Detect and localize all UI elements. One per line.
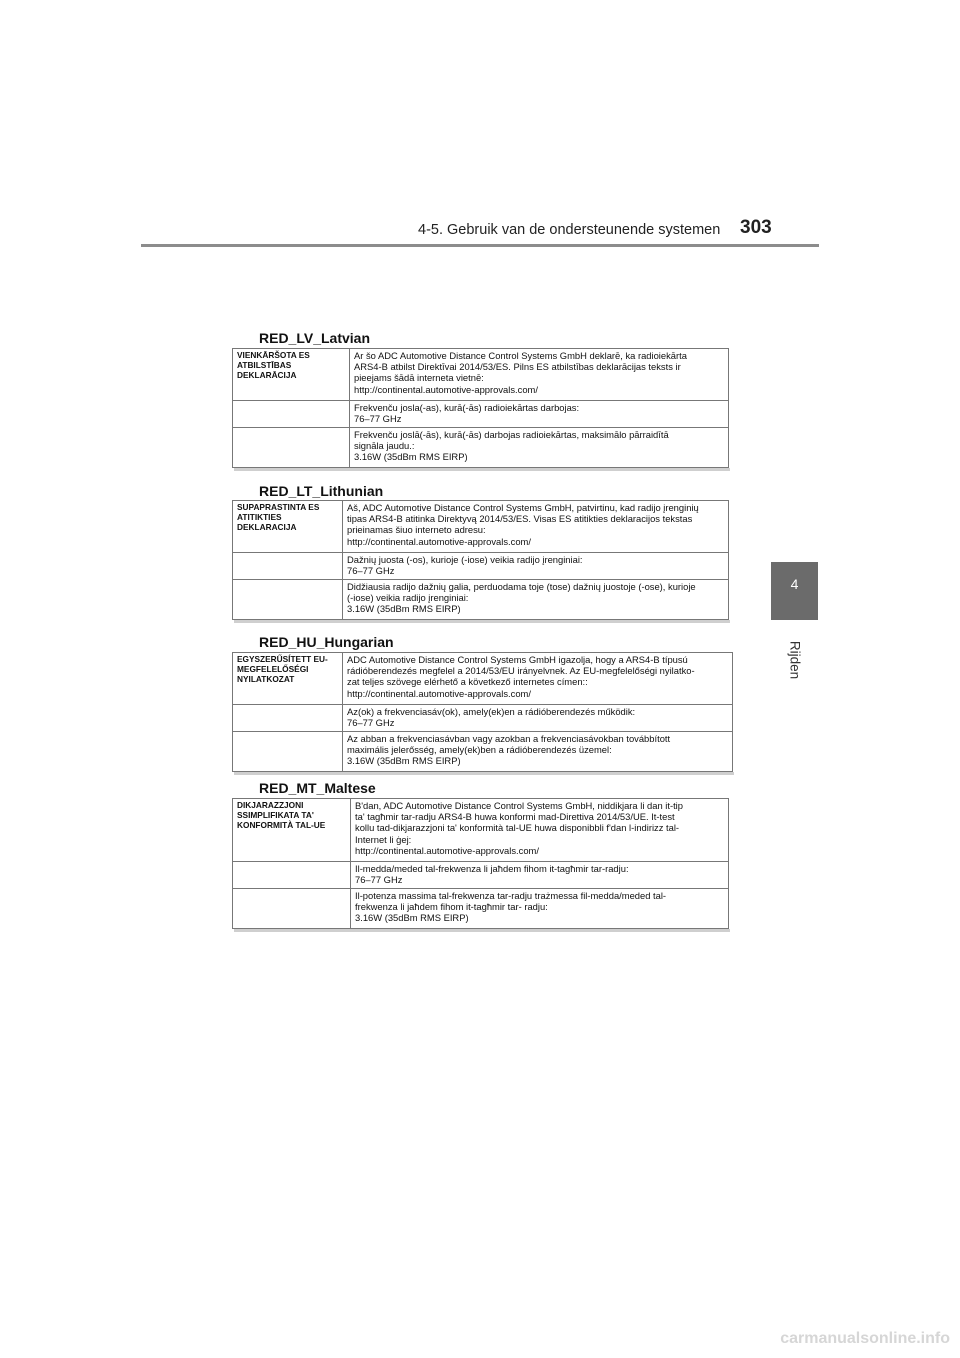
text-line: Aš, ADC Automotive Distance Control Systems GmbH, patvirtinu, kad radijo įrenginių <box>347 502 699 513</box>
text-line: ARS4-B atbilst Direktīvai 2014/53/ES. Pilns ES atbilstības deklarācijas teksts ir <box>354 361 681 373</box>
section-title: RED_LT_Lithunian <box>259 483 384 499</box>
text-line: Az abban a frekvenciasávban vagy azokban a frekvenciasávokban továbbított <box>347 733 671 744</box>
declaration-label-cell <box>233 553 343 580</box>
text-line: 3.16W (35dBm RMS EIRP) <box>347 603 461 615</box>
text-line: rádióberendezés megfelel a 2014/53/EU irányelvnek. Az EU-megfelelőségi nyilatko- <box>347 665 695 677</box>
declaration-label-cell <box>233 349 350 401</box>
label-line: SUPAPRASTINTA ES <box>237 502 320 512</box>
declaration-table <box>232 652 733 772</box>
table-row <box>233 401 729 428</box>
chapter-tab: 4 <box>771 562 818 620</box>
text-line: 3.16W (35dBm RMS EIRP) <box>347 755 461 767</box>
declaration-table <box>232 500 729 620</box>
table-row <box>233 799 729 862</box>
label-line: KONFORMITÀ TAL-UE <box>237 820 326 831</box>
text-line: Il-medda/meded tal-frekwenza li jaħdem fihom it-tagħmir tar-radju: <box>355 863 629 874</box>
chapter-tab-label <box>772 630 818 690</box>
section-title: RED_MT_Maltese <box>259 780 376 796</box>
declaration-text-cell <box>351 889 729 929</box>
text-line: 76–77 GHz <box>355 874 403 886</box>
table-shadow <box>234 468 730 471</box>
label-line: EGYSZERŰSÍTETT EU- <box>237 654 328 664</box>
text-line: Dažnių juosta (-os), kurioje (-iose) veikia radijo įrenginiai: <box>347 554 583 565</box>
text-line: kollu tad-dikjarazzjoni ta' konformità tal-UE huwa disponibbli f'dan l-indirizz tal- <box>355 822 680 834</box>
text-line: ta' tagħmir tar-radju ARS4-B huwa konformi mad-Direttiva 2014/53/UE. It-test <box>355 811 675 823</box>
declaration-text-cell <box>343 501 729 553</box>
table-row <box>233 553 729 580</box>
text-line: 3.16W (35dBm RMS EIRP) <box>355 912 469 924</box>
text-line: http://continental.automotive-approvals.com/ <box>355 844 539 856</box>
table-row <box>233 580 729 620</box>
text-line: http://continental.automotive-approvals.com/ <box>347 687 531 699</box>
label-line: NYILATKOZAT <box>237 674 295 685</box>
text-line: Ar šo ADC Automotive Distance Control Systems GmbH deklarē, ka radioiekārta <box>354 350 687 361</box>
text-line: 3.16W (35dBm RMS EIRP) <box>354 451 468 463</box>
declaration-label-cell <box>233 428 350 468</box>
label-line: DEKLARACIJA <box>237 522 297 533</box>
text-line: 76–77 GHz <box>347 717 395 729</box>
text-line: (-iose) veikia radijo įrenginiai: <box>347 592 469 604</box>
text-line: Il-potenza massima tal-frekwenza tar-radju trażmessa fil-medda/meded tal- <box>355 890 667 901</box>
declaration-label-cell <box>233 401 350 428</box>
chapter-title: 4-5. Gebruik van de ondersteunende systemen <box>418 222 721 238</box>
text-line: signāla jaudu.: <box>354 440 415 452</box>
text-line: Frekvenču josla(-as), kurā(-ās) radioiekārtas darbojas: <box>354 402 580 413</box>
table-row <box>233 889 729 929</box>
label-line: SSIMPLIFIKATA TA' <box>237 810 314 821</box>
declaration-text-cell <box>343 732 733 772</box>
label-line: ATBILSTĪBAS <box>237 360 292 371</box>
text-line: Didžiausia radijo dažnių galia, perduodama toje (tose) dažnių juostoje (-ose), kurioje <box>347 581 696 592</box>
declaration-text-cell <box>350 428 729 468</box>
table-row <box>233 653 733 705</box>
declaration-text-cell <box>351 799 729 862</box>
declaration-label-cell <box>233 705 343 732</box>
table-row <box>233 732 733 772</box>
declaration-text-cell <box>350 349 729 401</box>
label-line: VIENKĀRŠOTA ES <box>237 350 310 360</box>
declaration-text-cell <box>343 705 733 732</box>
text-line: prieinamas šiuo interneto adresu: <box>347 524 486 536</box>
text-line: 76–77 GHz <box>354 413 402 425</box>
section-title: RED_LV_Latvian <box>259 330 370 346</box>
label-line: ATITIKTIES <box>237 512 282 523</box>
declaration-label-cell <box>233 862 351 889</box>
section-title: RED_HU_Hungarian <box>259 634 394 650</box>
table-shadow <box>234 772 734 775</box>
declaration-table <box>232 798 729 929</box>
table-row <box>233 862 729 889</box>
declaration-text-cell <box>351 862 729 889</box>
table-row <box>233 705 733 732</box>
declaration-text-cell <box>343 553 729 580</box>
table-shadow <box>234 620 730 623</box>
label-line: DEKLARĀCIJA <box>237 370 297 381</box>
declaration-text-cell <box>343 580 729 620</box>
header-divider <box>141 244 819 247</box>
text-line: maximális jelerősség, amely(ek)ben a rádióberendezés üzemel: <box>347 744 612 756</box>
table-row <box>233 349 729 401</box>
table-shadow <box>234 929 730 932</box>
declaration-table <box>232 348 729 468</box>
table-row <box>233 428 729 468</box>
text-line: Internet li ġej: <box>355 833 412 845</box>
text-line: ADC Automotive Distance Control Systems GmbH igazolja, hogy a ARS4-B típusú <box>347 654 688 665</box>
declaration-label-cell <box>233 501 343 553</box>
text-line: http://continental.automotive-approvals.com/ <box>347 535 531 547</box>
table-row <box>233 501 729 553</box>
text-line: http://continental.automotive-approvals.com/ <box>354 383 538 395</box>
watermark: carmanualsonline.info <box>780 1330 950 1347</box>
text-line: pieejams šādā interneta vietnē: <box>354 372 484 384</box>
text-line: Az(ok) a frekvenciasáv(ok), amely(ek)en a rádióberendezés működik: <box>347 706 636 717</box>
declaration-label-cell <box>233 799 351 862</box>
declaration-text-cell <box>350 401 729 428</box>
page-number: 303 <box>740 217 772 238</box>
chapter-tab-label-text: Rijden <box>787 640 803 680</box>
text-line: tipas ARS4-B atitinka Direktyvą 2014/53/ES. Visas ES atitikties deklaracijos tekstas <box>347 513 693 525</box>
text-line: zat teljes szövege elérhető a következő internetes címen:: <box>347 676 588 688</box>
declaration-label-cell <box>233 732 343 772</box>
declaration-label-cell <box>233 580 343 620</box>
text-line: frekwenza li jaħdem fihom it-tagħmir tar- radju: <box>355 901 548 913</box>
declaration-text-cell <box>343 653 733 705</box>
label-line: DIKJARAZZJONI <box>237 800 304 810</box>
text-line: 76–77 GHz <box>347 565 395 577</box>
text-line: Frekvenču joslā(-ās), kurā(-ās) darbojas radioiekārtas, maksimālo pārraidītā <box>354 429 669 440</box>
declaration-label-cell <box>233 653 343 705</box>
text-line: B'dan, ADC Automotive Distance Control Systems GmbH, niddikjara li dan it-tip <box>355 800 683 811</box>
declaration-label-cell <box>233 889 351 929</box>
label-line: MEGFELELŐSÉGI <box>237 664 309 675</box>
